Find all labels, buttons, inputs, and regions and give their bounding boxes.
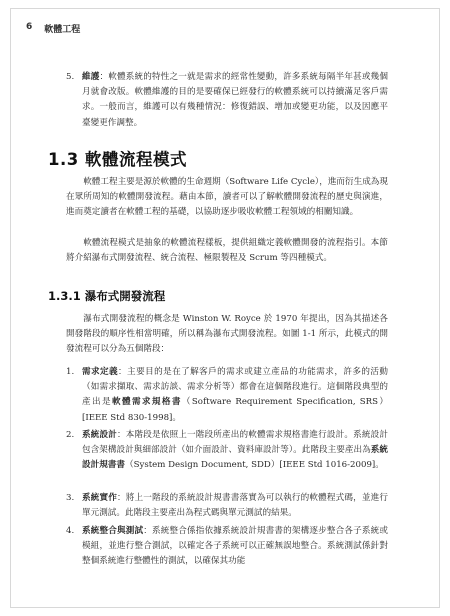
list-item-number: 5. — [66, 72, 75, 82]
list-item-body — [82, 70, 388, 131]
list-item-text: ：軟體系統的特性之一就是需求的經常性變動，許多系統每隔半年甚或幾個月就會改版。軟體維護的目的是要確保已經發行的軟體系統可以持續滿足客戶需求。一般而言，維護可以有幾種情況：修復錯誤、增加或變更功能，以及因應平臺變更作調整。 — [82, 72, 388, 128]
list-item-text: ：本階段是依照上一階段所產出的軟體需求規格書進行設計。系統設計包含架構設計與細部設計（如介面設計、資料庫設計等）。此階段主要產出為 — [82, 430, 388, 456]
list-item-text-secondary: （Software Requirement Specification, SRS）[IEEE Std 830-1998]。 — [82, 397, 388, 423]
list-item-term: 系統整合與測試 — [82, 526, 144, 536]
list-item-body — [82, 491, 388, 521]
list-item — [66, 365, 388, 426]
section-heading: 1.3 軟體流程模式 — [48, 150, 187, 169]
list-item — [66, 428, 388, 474]
list-item-text: ：主要目的是在了解客戶的需求或建立產品的功能需求，許多的活動（如需求擷取、需求訪談、需求分析等）都會在這個階段進行。這個階段典型的產出是 — [82, 367, 388, 408]
list-item-term: 需求定義 — [82, 367, 119, 377]
list-item-term: 系統實作 — [82, 493, 117, 503]
list-item-term: 系統設計 — [82, 430, 117, 440]
list-item — [66, 70, 388, 131]
list-item — [66, 524, 388, 570]
list-item — [66, 491, 388, 521]
subsection-heading: 1.3.1 瀑布式開發流程 — [48, 289, 166, 303]
list-item-term-secondary: 系統設計規書書 — [82, 445, 388, 471]
section-paragraph: 軟體流程模式是抽象的軟體流程樣板，提供組織定義軟體開發的流程指引。本節將介紹瀑布式開發流程、統合流程、極限製程及 Scrum 等四種模式。 — [66, 238, 388, 264]
list-item-number: 3. — [66, 493, 75, 503]
running-header — [26, 22, 80, 35]
book-title: 軟體工程 — [44, 25, 81, 35]
section-paragraph: 軟體工程主要是源於軟體的生命週期（Software Life Cycle），進而衍生成為現在眾所周知的軟體開發流程。藉由本節，讀者可以了解軟體開發流程的歷史與演進，進而奠定讀者在軟體工程的基礎，以協助逐步吸收軟體工程領域的相關知識。 — [66, 177, 388, 218]
page-number: 6 — [26, 22, 33, 32]
list-item-text: ：系統整合係指依據系統設計規書書的架構逐步整合各子系統或模組，並進行整合測試，以確定各子系統可以正確無誤地整合。系統測試係針對整個系統進行整體性的測試，以確保其功能 — [82, 526, 388, 567]
list-item-number: 1. — [66, 367, 75, 377]
list-item-term-secondary: 軟體需求規格書 — [111, 397, 182, 408]
list-item-number: 4. — [66, 526, 75, 536]
list-item-text-secondary: （System Design Document, SDD）[IEEE Std 1016-2009]。 — [124, 460, 384, 471]
list-item-body — [82, 365, 388, 426]
list-item-body — [82, 428, 388, 474]
list-item-body — [82, 524, 388, 570]
subsection-paragraph: 瀑布式開發流程的概念是 Winston W. Royce 於 1970 年提出，因為其描述各開發階段的順序性相當明確，所以稱為瀑布式開發流程。如圖 1-1 所示，此模式的開發流程可以分為五個階段： — [66, 314, 388, 355]
list-item-term: 維護 — [82, 72, 100, 82]
list-item-number: 2. — [66, 430, 75, 440]
list-item-text: ：將上一階段的系統設計規書書落實為可以執行的軟體程式碼，並進行單元測試。此階段主要產出為程式碼與單元測試的結果。 — [82, 493, 388, 519]
